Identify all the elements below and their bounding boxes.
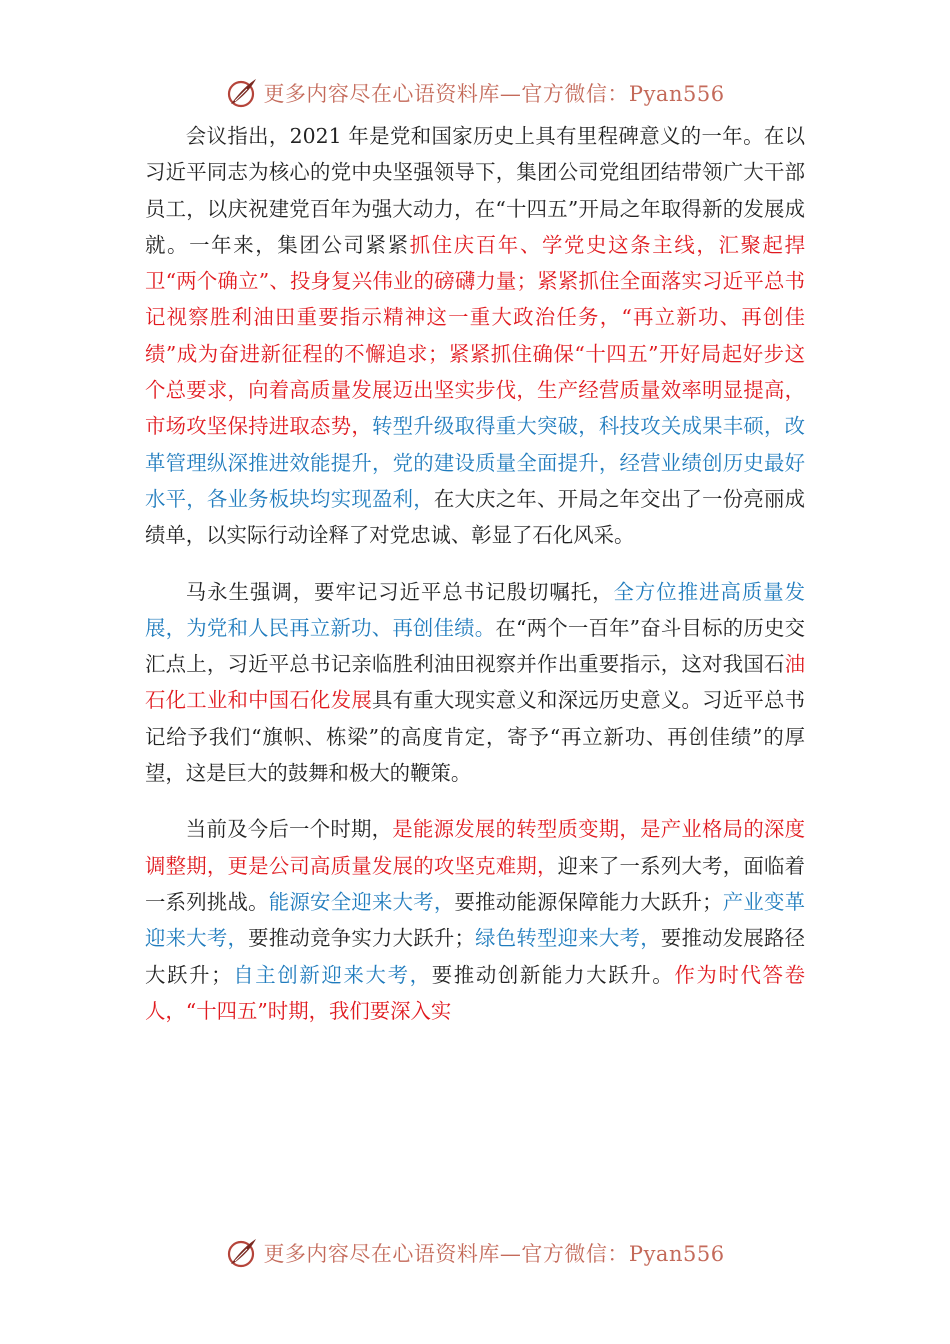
paragraph-1 xyxy=(145,118,805,554)
text-run: 当前及今后一个时期， xyxy=(185,817,393,842)
text-run: 要推动发展路径大跃升； xyxy=(145,926,806,987)
header-banner xyxy=(0,73,950,113)
quill-pen-circle-icon xyxy=(225,76,259,110)
banner-text: 更多内容尽在心语资料库—官方微信：Pyan556 xyxy=(263,82,725,106)
text-run: 在大庆之年、开局之年交出了一份亮丽成绩单，以实际行动诠释了对党忠诚、彰显了石化风采。 xyxy=(145,486,806,548)
text-run: 要推动能源保障能力大跃升； xyxy=(454,889,723,914)
text-run-highlight-red: 抓住庆百年、学党史这条主线，汇聚起捍卫“两个确立”、投身复兴伟业的磅礴力量；紧紧抓住全面落实习近平总书记视察胜利油田重要指示精神这一重大政治任务，“再立新功、再创佳绩”成为奋进新征程的不懈追求；紧紧抓住确保“十四五”开好局起好步这个总要求，向着高质量发展迈出坚实步伐，生产经营质量效率明显提高，市场攻坚保持进取态势， xyxy=(145,232,806,439)
paragraph-3 xyxy=(145,811,805,1029)
text-run-highlight-blue: 绿色转型迎来大考， xyxy=(474,926,661,951)
text-run-highlight-blue: 自主创新迎来大考， xyxy=(231,962,432,987)
text-run-highlight-blue: 转型升级取得重大突破，科技攻关成果丰硕，改革管理纵深推进效能提升，党的建设质量全面提升，经营业绩创历史最好水平，各业务板块均实现盈利， xyxy=(145,414,806,511)
text-run: 具有重大现实意义和深远历史意义。习近平总书记给予我们“旗帜、栋梁”的高度肯定，寄予“再立新功、再创佳绩”的厚望，这是巨大的鼓舞和极大的鞭策。 xyxy=(145,688,806,786)
text-run-highlight-blue: 产业变革迎来大考， xyxy=(145,889,806,951)
footer-banner xyxy=(0,1233,950,1273)
text-run: 迎来了一系列大考，面临着一系列挑战。 xyxy=(145,853,806,914)
text-run: 要推动竞争实力大跃升； xyxy=(248,926,475,951)
article-body xyxy=(145,118,805,1049)
text-run: 要推动创新能力大跃升。 xyxy=(431,962,675,987)
text-run-highlight-blue: 能源安全迎来大考， xyxy=(268,889,455,914)
paragraph-2 xyxy=(145,574,805,792)
text-run-highlight-red: 是能源发展的转型质变期，是产业格局的深度调整期，更是公司高质量发展的攻坚克难期， xyxy=(145,817,806,878)
text-run: 马永生强调，要牢记习近平总书记殷切嘱托， xyxy=(185,579,614,604)
text-run: 会议指出，2021 年是党和国家历史上具有里程碑意义的一年。在以习近平同志为核心的党中央坚强领导下，集团公司党组团结带领广大干部员工，以庆祝建党百年为强大动力，在“十四五”开局之年取得新的发展成就。一年来，集团公司紧紧 xyxy=(145,124,805,257)
quill-pen-circle-icon xyxy=(225,1236,259,1270)
text-run: 在“两个一百年”奋斗目标的历史交汇点上，习近平总书记亲临胜利油田视察并作出重要指示，这对我国石 xyxy=(145,615,805,677)
text-run-highlight-red: 作为时代答卷人，“十四五”时期，我们要深入实 xyxy=(145,962,806,1023)
text-run-highlight-blue: 全方位推进高质量发展，为党和人民再立新功、再创佳绩。 xyxy=(145,579,806,640)
banner-text: 更多内容尽在心语资料库—官方微信：Pyan556 xyxy=(263,1242,725,1266)
text-run-highlight-red: 油石化工业和中国石化发展 xyxy=(145,652,805,713)
